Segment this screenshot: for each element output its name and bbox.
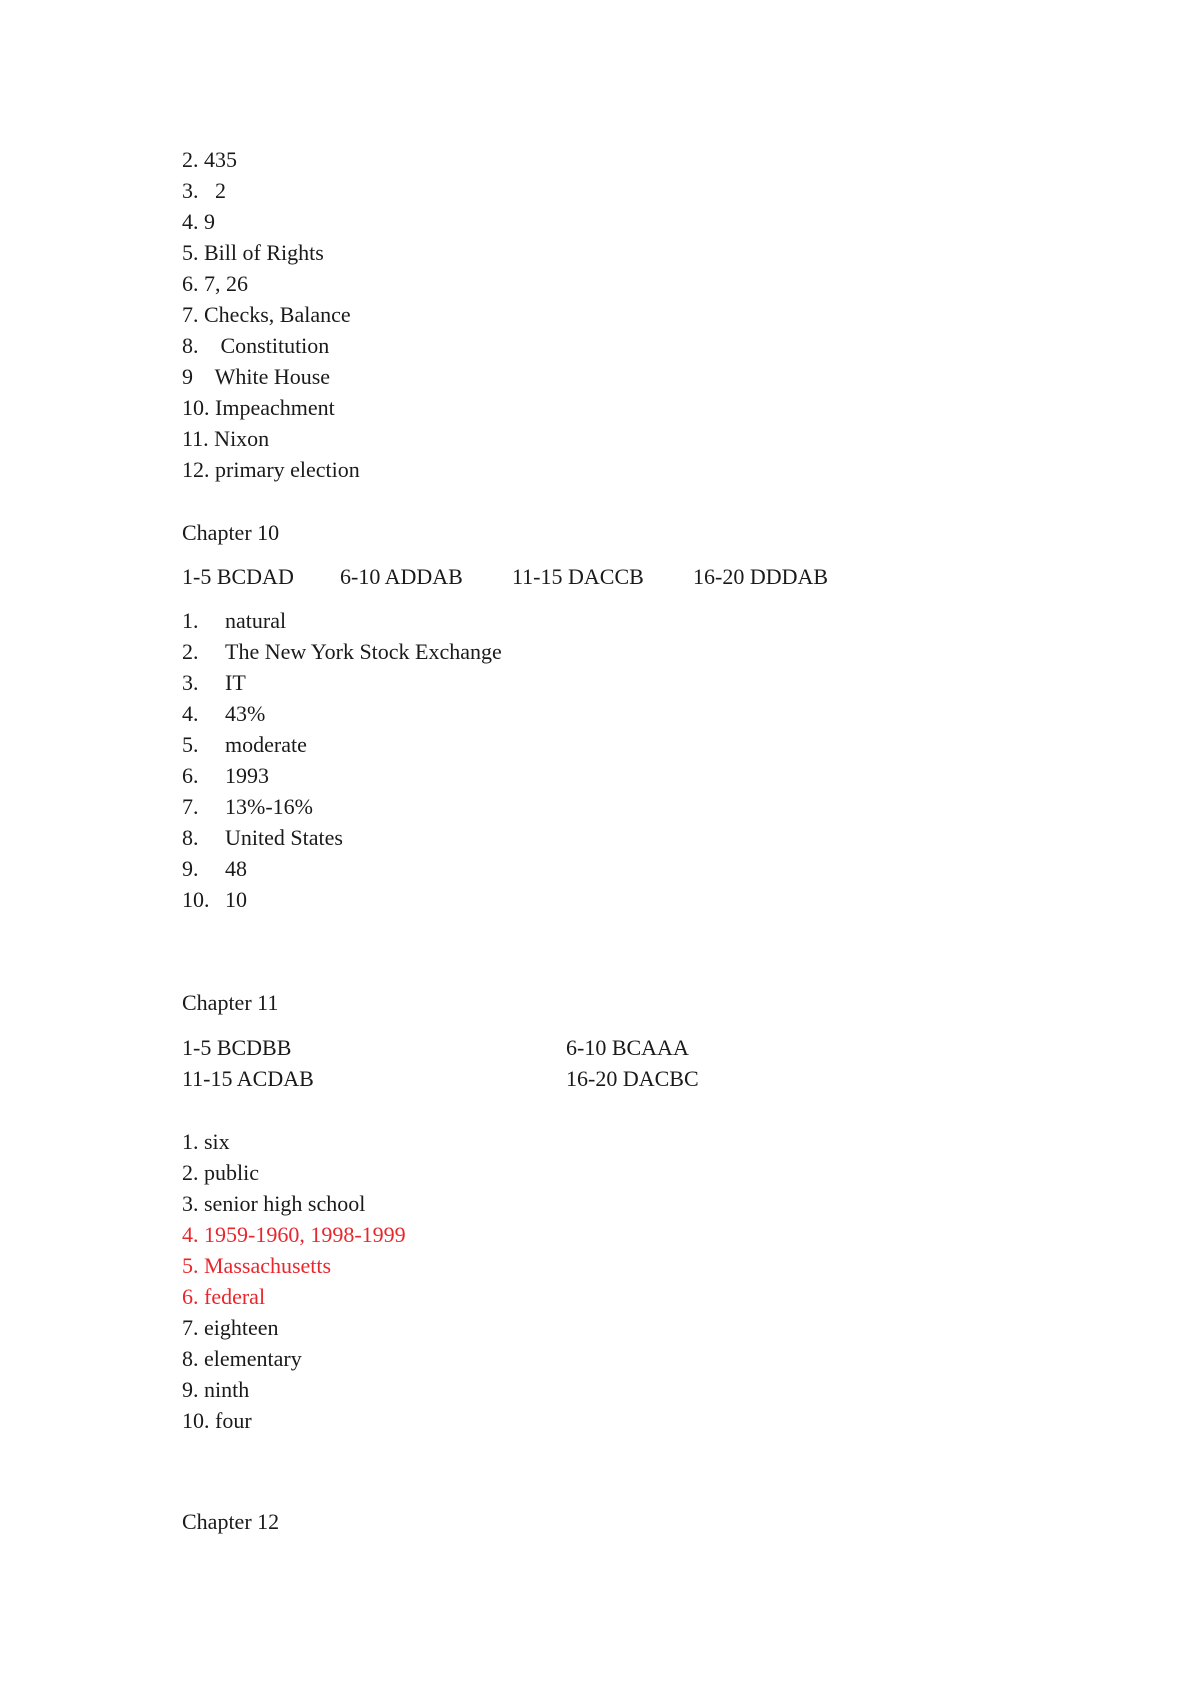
answer-item: 12. primary election (182, 457, 360, 482)
mc-answer-group: 6-10 ADDAB (340, 564, 463, 589)
chapter-heading: Chapter 11 (182, 990, 279, 1015)
answer-item: 8. Constitution (182, 333, 330, 358)
answer-item-highlighted: 6. federal (182, 1284, 266, 1309)
answer-item: 7. Checks, Balance (182, 302, 351, 327)
answer-item: 6. 1993 (182, 763, 269, 788)
answer-item: 2. The New York Stock Exchange (182, 639, 502, 664)
answer-item: 4. 9 (182, 209, 215, 234)
answer-item: 11. Nixon (182, 426, 270, 451)
answer-item: 6. 7, 26 (182, 271, 248, 296)
mc-answer-group: 11-15 ACDAB (182, 1066, 314, 1091)
answer-item-highlighted: 5. Massachusetts (182, 1253, 332, 1278)
answer-item: 3. 2 (182, 178, 226, 203)
answer-item: 3. senior high school (182, 1191, 366, 1216)
answer-item: 5. moderate (182, 732, 307, 757)
answer-item: 3. IT (182, 670, 246, 695)
answer-item: 1. six (182, 1129, 230, 1154)
answer-item: 10. 10 (182, 887, 247, 912)
answer-item: 5. Bill of Rights (182, 240, 324, 265)
answer-item-highlighted: 4. 1959-1960, 1998-1999 (182, 1222, 406, 1247)
answer-item: 7. eighteen (182, 1315, 279, 1340)
mc-answer-group: 1-5 BCDAD (182, 564, 294, 589)
answer-item: 4. 43% (182, 701, 266, 726)
answer-item: 9 White House (182, 364, 331, 389)
answer-item: 10. Impeachment (182, 395, 335, 420)
answer-item: 9. 48 (182, 856, 247, 881)
mc-answer-group: 6-10 BCAAA (566, 1035, 689, 1060)
mc-answer-group: 11-15 DACCB (512, 564, 644, 589)
mc-answer-group: 16-20 DACBC (566, 1066, 699, 1091)
chapter-heading: Chapter 10 (182, 520, 280, 545)
answer-item: 7. 13%-16% (182, 794, 313, 819)
answer-item: 2. public (182, 1160, 259, 1185)
answer-item: 1. natural (182, 608, 287, 633)
answer-item: 2. 435 (182, 147, 237, 172)
mc-answer-group: 16-20 DDDAB (693, 564, 829, 589)
mc-answer-group: 1-5 BCDBB (182, 1035, 292, 1060)
answer-item: 8. United States (182, 825, 343, 850)
answer-item: 10. four (182, 1408, 252, 1433)
answer-item: 9. ninth (182, 1377, 250, 1402)
answer-item: 8. elementary (182, 1346, 302, 1371)
chapter-heading: Chapter 12 (182, 1509, 280, 1534)
